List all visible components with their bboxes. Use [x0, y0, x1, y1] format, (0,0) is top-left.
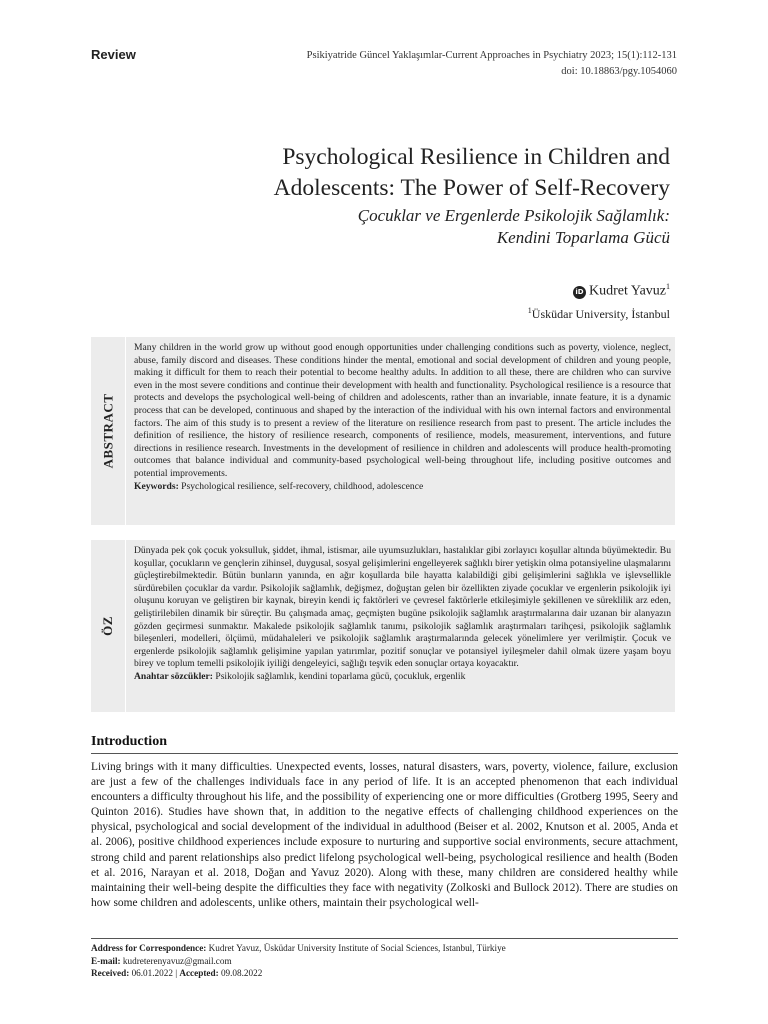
title-line-1: Psychological Resilience in Children and — [282, 144, 670, 170]
abstract-label: ABSTRACT — [100, 393, 116, 469]
email-link[interactable]: kudreterenyavuz@gmail.com — [120, 955, 232, 966]
dates-line: Received: 06.01.2022 | Accepted: 09.08.2022 — [91, 968, 263, 979]
orcid-icon[interactable]: iD — [573, 286, 586, 299]
introduction-text: Living brings with it many difficulties. Unexpected events, losses, natural disasters, wars, poverty, violence, failure, exclusion are just a few of the challenges individuals face in any period of life. It is an accepted phenomenon that each individual encounters a difficulty throughout his life, and the possibility of experiencing one or more difficulties (Grotberg 1995, Seery and Quinton 2016). Studies have shown that, in addition to the negative effects of challenging childhood experiences on the physical, psychological and social development of the individual in adulthood (Beiser et al. 2002, Knutson et al. 2005, Anda et al. 2006), positive childhood experiences include exposure to nurturing and supportive social environments, secure attachment, strong child and parent relationships also predict lifelong psychological well-being, psychological resilience and health (Boden et al. 2016, Narayan et al. 2018, Doğan and Yavuz 2020). Along with these, many children are considered healthy while maintaining their well-being despite the difficulties they face with negativity (Zolkoski and Bullock 2012). There are studies on how some children and adolescents, unlike others, maintain their psychological well- — [91, 761, 678, 909]
author-sup: 1 — [666, 282, 670, 291]
doi[interactable]: doi: 10.18863/pgy.1054060 — [561, 66, 677, 77]
oz-divider — [125, 540, 126, 712]
keywords-label: Keywords: — [134, 480, 179, 492]
paper-title-turkish — [150, 205, 670, 249]
author — [573, 282, 670, 300]
abstract-text — [134, 342, 671, 493]
subtitle-line-2: Kendini Toparlama Gücü — [496, 228, 670, 247]
article-type: Review — [91, 47, 136, 62]
abstract-divider — [125, 337, 126, 525]
abstract-box — [91, 337, 675, 525]
oz-keywords: Psikolojik sağlamlık, kendini toparlama gücü, çocukluk, ergenlik — [212, 670, 466, 682]
introduction-heading: Introduction — [91, 734, 167, 749]
correspondence-footer — [91, 942, 678, 980]
oz-body: Dünyada pek çok çocuk yoksulluk, şiddet, ihmal, istismar, aile uyumsuzlukları, hastalıklar gibi zorlayıcı koşullar altında büyümektedir. Bu koşullar, çocukların ve gençlerin zihinsel, duygusal, sosyal gelişimlerini engelleyerek sağlıklı birer yetişkin olma potansiyeline ulaşmalarını güçleştirebilmektedir. Bütün bunların yanında, en ağır koşullarda bile hayatta kalabildiği gibi gelişimlerini sağlıkla ve işlevsellikle sürdürebilen çocuklar da vardır. Psikolojik sağlamlık, değişmez, doğuştan gelen bir özellikten ziyade çocuklar ve ergenlerin psikolojik iyi oluşunu koruyan ve geliştiren bir kaynak, bireyin kendi iç faktörleri ve çevresel faktörlerle etkileşimiyle şekillenen ve süreklilik arz eden, geliştirilebilen dinamik bir süreçtir. Bu çalışmada amaç, geçmişten bugüne psikolojik sağlamlık araştırmalarına dair uzanan bir alanyazın gözden geçirmesi sunmaktır. Makalede psikolojik sağlamlık tanımı, psikolojik sağlamlık araştırmaları tarihçesi, psikolojik sağlamlık bileşenleri, modelleri, ölçümü, müdahaleleri ve psikolojik sağlamlık araştırmalarında gelecek yönelimlere yer verilmiştir. Çocuk ve ergenlerde psikolojik sağlamlık gelişimine yapılan yatırımlar, pozitif sonuçlar ve potansiyel iyileşmeler dahil olmak üzere yaşam boyu birey ve toplum temelli psikolojik iyiliği dengeleyici, sağlığı teşvik eden sonuçlar ortaya koyacaktır. — [134, 545, 671, 670]
affiliation-sup: 1 — [527, 306, 532, 315]
oz-text — [134, 545, 671, 684]
oz-box — [91, 540, 675, 712]
footer-rule — [91, 938, 678, 939]
affiliation-text: Üsküdar University, İstanbul — [531, 307, 670, 321]
email-line: E-mail: kudreterenyavuz@gmail.com — [91, 955, 232, 966]
oz-label: ÖZ — [99, 616, 115, 636]
introduction-rule — [91, 753, 678, 754]
author-name: Kudret Yavuz — [589, 283, 666, 299]
paper-title — [150, 142, 670, 204]
subtitle-line-1: Çocuklar ve Ergenlerde Psikolojik Sağlamlık: — [357, 206, 670, 225]
address-line: Address for Correspondence: Kudret Yavuz, Üsküdar University Institute of Social Sciences, Istanbul, Türkiye — [91, 943, 506, 953]
title-line-2: Adolescents: The Power of Self-Recovery — [273, 175, 670, 201]
oz-keywords-label: Anahtar sözcükler: — [134, 670, 213, 682]
abstract-body: Many children in the world grow up without good enough opportunities under challenging conditions such as poverty, violence, neglect, abuse, family discord and diseases. These conditions hinder the mental, emotional and social development of children and young people, making it difficult for them to reach their potential to become healthy adults. In addition to all these, there are children who can survive even in the most severe conditions and continue their development with health and functionality. Psychological resilience is a resource that protects and develops the psychological well-being of children and adolescents, rather than an invariable, innate feature, it is a dynamic process that can be developed, continuous and shaped by the interaction of the individual with his own internal factors and environmental factors. The aim of this study is to present a review of the literature on resilience research from past to present. The article includes the definition of resilience, the history of resilience research, components of resilience, models, measurement, interventions, and future directions in resilience research. Investments in the development of resilience in children and adolescents will produce health-promoting outcomes that balance individual and community-based psychological well-being throughout life, including positive outcomes and potential improvements. — [134, 342, 671, 479]
keywords: Psychological resilience, self-recovery, childhood, adolescence — [178, 480, 424, 492]
journal-citation: Psikiyatride Güncel Yaklaşımlar-Current Approaches in Psychiatry 2023; 15(1):112-131 — [306, 50, 677, 61]
affiliation — [528, 306, 670, 322]
